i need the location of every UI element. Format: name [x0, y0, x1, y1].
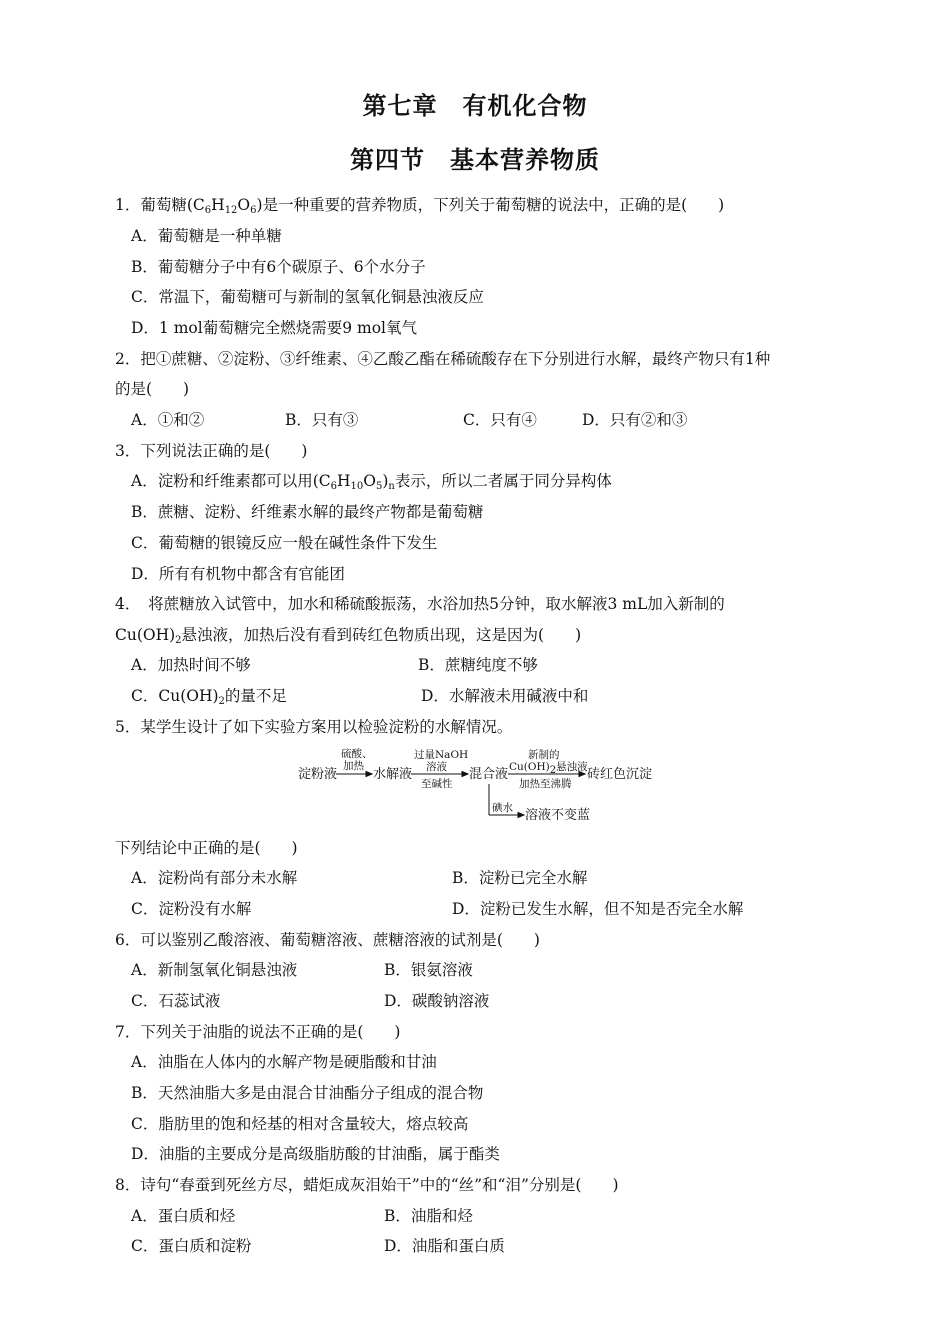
question-5-option-d: D．淀粉已发生水解，但不知是否完全水解 — [452, 900, 744, 918]
chapter-title: 第七章 有机化合物 — [362, 92, 588, 120]
question-2-stem-line-1: 2．把①蔗糖、②淀粉、③纤维素、④乙酸乙酯在稀硫酸存在下分别进行水解，最终产物只有1种 — [115, 350, 771, 368]
question-2-option-c: C．只有④ — [463, 411, 537, 429]
question-2-option-d: D．只有②和③ — [582, 411, 688, 429]
flow-result-no-blue: 溶液不变蓝 — [525, 808, 591, 823]
question-5-option-b: B．淀粉已完全水解 — [452, 869, 588, 887]
question-6-stem: 6．可以鉴别乙酸溶液、葡萄糖溶液、蔗糖溶液的试剂是( ) — [115, 931, 540, 949]
question-4-option-c: C．$Cu(OH)_2$的量不足 — [131, 687, 287, 707]
flow-mixture-node: 混合液 — [469, 767, 509, 782]
question-7-option-d: D．油脂的主要成分是高级脂肪酸的甘油酯，属于酯类 — [131, 1145, 500, 1163]
question-8-option-c: C．蛋白质和淀粉 — [131, 1237, 252, 1255]
question-5-stem: 5．某学生设计了如下实验方案用以检验淀粉的水解情况。 — [115, 718, 513, 736]
flow-step2-label-top1: 过量NaOH — [414, 749, 469, 761]
question-3-option-a: A．淀粉和纤维素都可以用$(C_6H_{10}O_5)_n$表示，所以二者属于同分异构体 — [131, 472, 612, 492]
flow-step2-label-bottom: 至碱性 — [421, 778, 453, 790]
question-7-option-a: A．油脂在人体内的水解产物是硬脂酸和甘油 — [131, 1053, 437, 1071]
question-8-option-b: B．油脂和烃 — [384, 1207, 473, 1225]
question-1-option-a: A．葡萄糖是一种单糖 — [131, 227, 282, 245]
flow-step3-label-bottom: 加热至沸腾 — [519, 778, 572, 790]
question-5-option-c: C．淀粉没有水解 — [131, 900, 252, 918]
question-1-stem: 1．葡萄糖$(C_6H_{12}O_6)$是一种重要的营养物质，下列关于葡萄糖的说法中，正确的是( ) — [115, 196, 725, 216]
question-6-option-c: C．石蕊试液 — [131, 992, 221, 1010]
question-4-option-a: A．加热时间不够 — [131, 656, 251, 674]
question-1-option-b: B．葡萄糖分子中有6个碳原子、6个水分子 — [131, 258, 426, 276]
question-5-option-a: A．淀粉尚有部分未水解 — [131, 869, 298, 887]
flow-hydrolysate-node: 水解液 — [373, 767, 413, 782]
flow-start-node: 淀粉液 — [298, 767, 338, 782]
section-title: 第四节 基本营养物质 — [350, 146, 600, 174]
flow-step3-label-top2: $Cu(OH)_2$悬浊液 — [509, 761, 588, 776]
question-3-stem: 3．下列说法正确的是( ) — [115, 442, 308, 460]
question-2-stem-line-2: 的是( ) — [115, 380, 190, 398]
question-8-stem: 8．诗句“春蚕到死丝方尽，蜡炬成灰泪始干”中的“丝”和“泪”分别是( ) — [115, 1176, 619, 1194]
question-4-option-d: D．水解液未用碱液中和 — [421, 687, 589, 705]
question-4-stem-line-1: 4． 将蔗糖放入试管中，加水和稀硫酸振荡，水浴加热5分钟，取水解液3 mL加入新制的 — [115, 595, 725, 613]
flow-result-precipitate: 砖红色沉淀 — [587, 767, 653, 782]
question-7-option-c: C．脂肪里的饱和烃基的相对含量较大，熔点较高 — [131, 1115, 469, 1133]
question-6-option-b: B．银氨溶液 — [384, 961, 473, 979]
question-1-option-d: D．1 mol葡萄糖完全燃烧需要9 mol氧气 — [131, 319, 417, 337]
question-8-option-d: D．油脂和蛋白质 — [384, 1237, 505, 1255]
question-7-option-b: B．天然油脂大多是由混合甘油酯分子组成的混合物 — [131, 1084, 484, 1102]
question-6-option-a: A．新制氢氧化铜悬浊液 — [131, 961, 298, 979]
question-7-stem: 7．下列关于油脂的说法不正确的是( ) — [115, 1023, 401, 1041]
flow-step3-label-top1: 新制的 — [528, 749, 560, 761]
question-2-option-a: A．①和② — [131, 411, 205, 429]
flow-step1-label-top2: 加热 — [343, 760, 364, 772]
flow-branch-label: 碘水 — [492, 802, 513, 814]
question-1-option-c: C．常温下，葡萄糖可与新制的氢氧化铜悬浊液反应 — [131, 288, 484, 306]
question-3-option-b: B．蔗糖、淀粉、纤维素水解的最终产物都是葡萄糖 — [131, 503, 484, 521]
question-8-option-a: A．蛋白质和烃 — [131, 1207, 236, 1225]
flow-step2-label-top2: 溶液 — [426, 761, 447, 773]
question-4-stem-line-2: $Cu(OH)_2$悬浊液，加热后没有看到砖红色物质出现，这是因为( ) — [115, 626, 582, 646]
question-3-option-d: D．所有有机物中都含有官能团 — [131, 565, 345, 583]
question-6-option-d: D．碳酸钠溶液 — [384, 992, 490, 1010]
question-5-conclusion: 下列结论中正确的是( ) — [115, 839, 298, 857]
question-2-option-b: B．只有③ — [285, 411, 359, 429]
hydrolysis-flow-diagram — [296, 744, 656, 832]
flow-step1-label-top1: 硫酸、 — [341, 748, 373, 760]
question-4-option-b: B．蔗糖纯度不够 — [418, 656, 538, 674]
question-3-option-c: C．葡萄糖的银镜反应一般在碱性条件下发生 — [131, 534, 438, 552]
